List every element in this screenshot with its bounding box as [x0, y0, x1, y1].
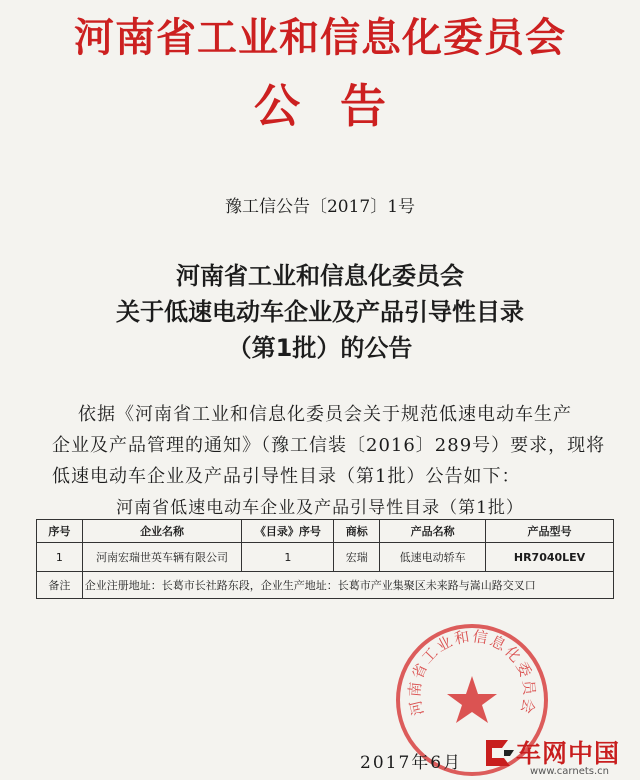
cell-index: 1: [37, 543, 83, 572]
body-line-1: 依据《河南省工业和信息化委员会关于规范低速电动车生产: [78, 404, 572, 425]
title-line-1: 河南省工业和信息化委员会: [176, 262, 464, 290]
seal-text: 河南省工业和信息化委员会: [405, 627, 539, 718]
watermark-url: www.carnets.cn: [530, 766, 609, 777]
header-brand: 商标: [334, 520, 380, 543]
note-text: 企业注册地址：长葛市长社路东段，企业生产地址：长葛市产业集聚区未来路与嵩山路交叉口: [82, 572, 613, 599]
cell-product-model: HR7040LEV: [486, 543, 614, 572]
catalog-list-title: 河南省低速电动车企业及产品引导性目录（第1批）: [116, 498, 524, 518]
body-line-3: 低速电动车企业及产品引导性目录（第1批）公告如下：: [52, 466, 521, 487]
document-number: 豫工信公告〔2017〕1号: [224, 197, 416, 217]
table-header-row: [37, 520, 614, 543]
header-product-name: 产品名称: [380, 520, 486, 543]
table-row: [37, 543, 614, 572]
header-company: 企业名称: [82, 520, 242, 543]
catalog-table: [36, 519, 614, 599]
watermark-logo: [482, 732, 640, 780]
carnets-logo-icon: [482, 734, 516, 772]
cell-catalog-index: 1: [242, 543, 334, 572]
watermark-brand: 车网中国: [516, 739, 621, 768]
header-notice: 公告: [254, 79, 426, 133]
header-product-model: 产品型号: [486, 520, 614, 543]
title-line-2: 关于低速电动车企业及产品引导性目录: [116, 298, 524, 326]
note-label: 备注: [37, 572, 83, 599]
cell-brand: 宏瑞: [334, 543, 380, 572]
cell-product-name: 低速电动轿车: [380, 543, 486, 572]
header-catalog-index: 《目录》序号: [242, 520, 334, 543]
seal-star-icon: [447, 676, 497, 723]
header-index: 序号: [37, 520, 83, 543]
signing-date: 2017年6月: [360, 753, 463, 773]
table-note-row: [37, 572, 614, 599]
cell-company: 河南宏瑞世英车辆有限公司: [82, 543, 242, 572]
header-organization: 河南省工业和信息化委员会: [74, 14, 566, 61]
title-line-3: （第1批）的公告: [227, 334, 413, 362]
body-line-2: 企业及产品管理的通知》（豫工信装〔2016〕289号）要求，现将: [52, 435, 606, 456]
